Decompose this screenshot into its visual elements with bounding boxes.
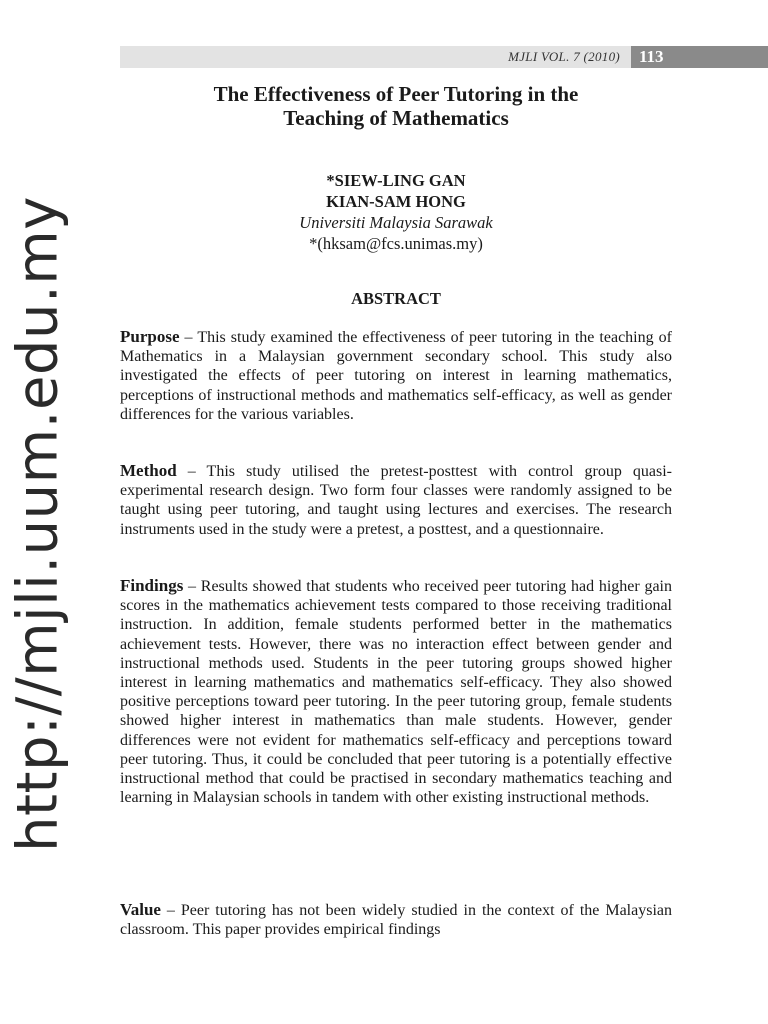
journal-reference: MJLI VOL. 7 (2010): [508, 49, 620, 64]
findings-label: Findings: [120, 576, 184, 595]
abstract-heading: ABSTRACT: [351, 289, 441, 308]
value-label: Value: [120, 900, 161, 919]
title-line-1: The Effectiveness of Peer Tutoring in the: [213, 82, 579, 106]
author-name-2: KIAN-SAM HONG: [326, 192, 466, 211]
abstract-method-paragraph: [120, 461, 672, 539]
url-watermark: http://mjli.uum.edu.my: [5, 196, 71, 852]
abstract-value-paragraph: [120, 900, 672, 939]
paper-title: [120, 82, 672, 130]
abstract-purpose-paragraph: [120, 327, 672, 424]
method-label: Method: [120, 461, 177, 480]
title-line-2: Teaching of Mathematics: [283, 106, 509, 130]
purpose-text: – This study examined the effectiveness of peer tutoring in the teaching of Mathematics in a Malaysian government secondary school. This study also investigated the effects of peer tutoring on interest in learning mathematics, perceptions of instructional methods and mathematics self-efficacy, as well as gender differences for the various variables.: [120, 329, 672, 423]
findings-text: – Results showed that students who received peer tutoring had higher gain scores in the mathematics achievement tests compared to those receiving traditional instruction. In addition, female students performed better in the mathematics achievement tests. However, there was no interaction effect between gender and instructional methods used. Students in the peer tutoring groups showed higher interest in learning mathematics and mathematics self-efficacy. They also showed positive perceptions toward peer tutoring. In the peer tutoring group, female students showed higher interest in mathematics than male students. However, gender differences were not evident for mathematics self-efficacy and perceptions toward peer tutoring. Thus, it could be concluded that peer tutoring is a potentially effective instructional method that could be practised in secondary mathematics teaching and learning in Malaysian schools in tandem with other existing instructional methods.: [120, 578, 672, 807]
abstract-findings-paragraph: [120, 576, 672, 807]
purpose-label: Purpose: [120, 327, 180, 346]
author-name-1: *SIEW-LING GAN: [326, 171, 466, 190]
method-text: – This study utilised the pretest-posttest with control group quasi-experimental research design. Two form four classes were randomly assigned to be taught using peer tutoring, and taught using lectures and exercises. The research instruments used in the study were a pretest, a posttest, and a questionnaire.: [120, 463, 672, 538]
page-number: 113: [639, 47, 664, 66]
author-affiliation: Universiti Malaysia Sarawak: [299, 213, 493, 232]
author-email: *(hksam@fcs.unimas.my): [309, 234, 483, 253]
value-text: – Peer tutoring has not been widely studied in the context of the Malaysian classroom. This paper provides empirical findings: [120, 902, 672, 939]
author-block: [120, 170, 672, 254]
